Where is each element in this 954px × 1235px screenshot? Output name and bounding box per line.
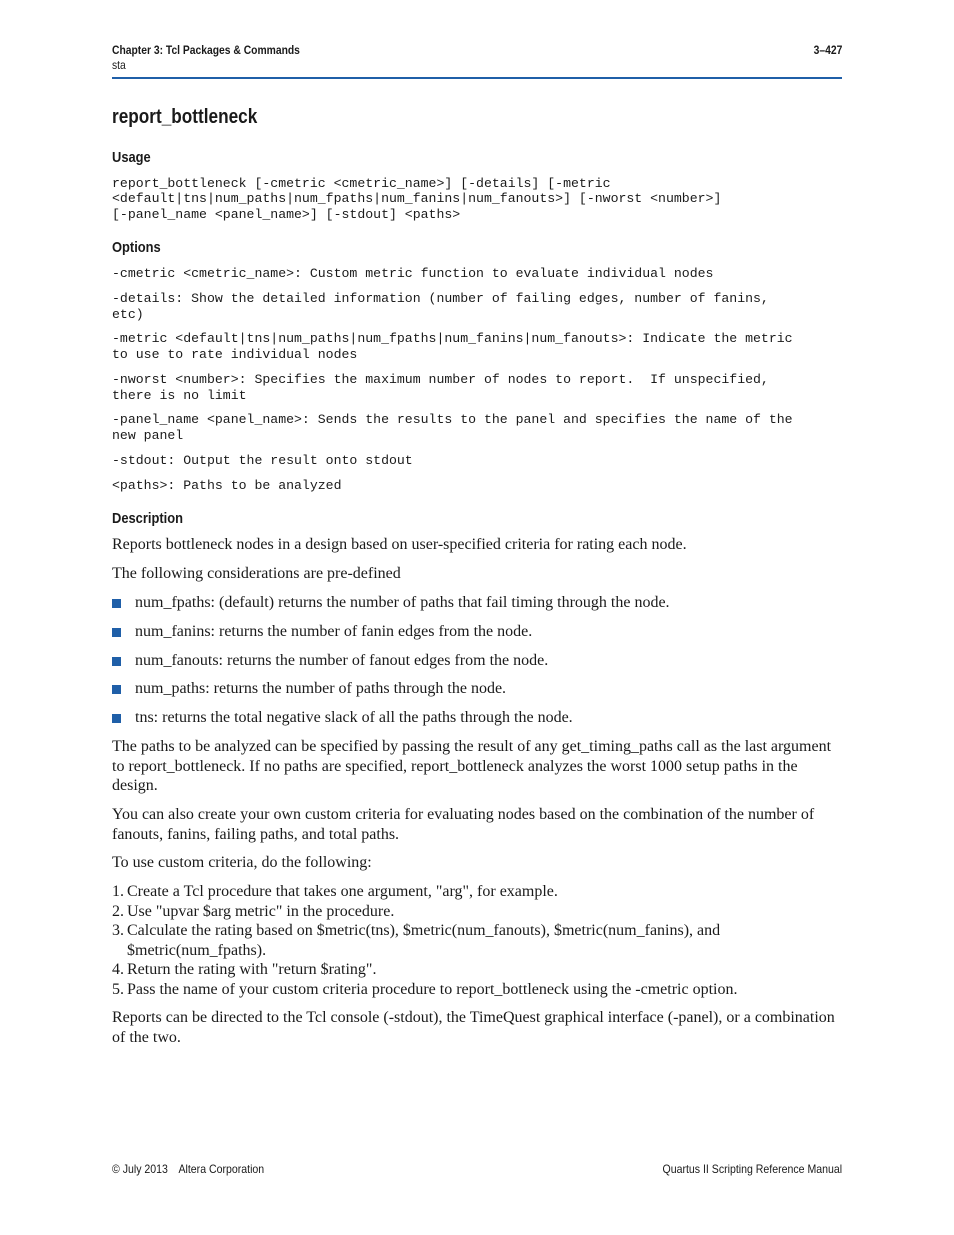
chapter-title: Chapter 3: Tcl Packages & Commands (112, 43, 300, 57)
command-title: report_bottleneck (112, 106, 258, 128)
bullet-square-icon (112, 685, 121, 694)
footer-company: Altera Corporation (178, 1162, 265, 1176)
option-item: -nworst <number>: Specifies the maximum number of nodes to report. If unspecified, there is no limit (112, 372, 769, 403)
option-item: -stdout: Output the result onto stdout (112, 453, 413, 468)
page-footer (112, 1162, 842, 1176)
footer-left (112, 1162, 264, 1176)
page-header (112, 43, 842, 73)
option-item: -details: Show the detailed information (number of failing edges, number of fanins, etc) (112, 291, 769, 322)
description-paragraph: Reports can be directed to the Tcl console (-stdout), the TimeQuest graphical interface (-panel), or a combination of the two. (112, 1009, 835, 1046)
section-name: sta (112, 58, 126, 72)
bullet-square-icon (112, 714, 121, 723)
usage-line: [-panel_name <panel_name>] [-stdout] <paths> (112, 207, 461, 222)
footer-manual: Quartus II Scripting Reference Manual (662, 1162, 842, 1176)
description-paragraph: The paths to be analyzed can be specified by passing the result of any get_timing_paths call as the last argument to report_bottleneck. If no paths are specified, report_bottleneck analyzes the worst 1000 setup paths in the design. (112, 738, 832, 794)
usage-heading: Usage (112, 149, 151, 166)
header-rule (112, 77, 842, 79)
page-number: 3–427 (813, 43, 842, 57)
options-heading: Options (112, 239, 161, 256)
usage-line: report_bottleneck [-cmetric <cmetric_name>] [-details] [-metric (112, 176, 611, 191)
description-paragraph: To use custom criteria, do the following: (112, 854, 372, 871)
usage-line: <default|tns|num_paths|num_fpaths|num_fanins|num_fanouts>] [-nworst <number>] (112, 191, 722, 206)
description-paragraph: You can also create your own custom criteria for evaluating nodes based on the combination of the number of fanouts, fanins, failing paths, and total paths. (112, 806, 815, 843)
option-item: -cmetric <cmetric_name>: Custom metric function to evaluate individual nodes (112, 266, 714, 281)
bullet-square-icon (112, 599, 121, 608)
option-item: <paths>: Paths to be analyzed (112, 478, 342, 493)
bullet-square-icon (112, 628, 121, 637)
bullet-square-icon (112, 657, 121, 666)
option-item: -panel_name <panel_name>: Sends the results to the panel and specifies the name of the new panel (112, 412, 793, 443)
description-intro: The following considerations are pre-defined (112, 565, 401, 582)
footer-date: © July 2013 (112, 1162, 168, 1176)
option-item: -metric <default|tns|num_paths|num_fpaths|num_fanins|num_fanouts>: Indicate the metric to use to rate individual nodes (112, 331, 793, 362)
description-intro: Reports bottleneck nodes in a design based on user-specified criteria for rating each node. (112, 536, 687, 553)
description-heading: Description (112, 510, 183, 527)
